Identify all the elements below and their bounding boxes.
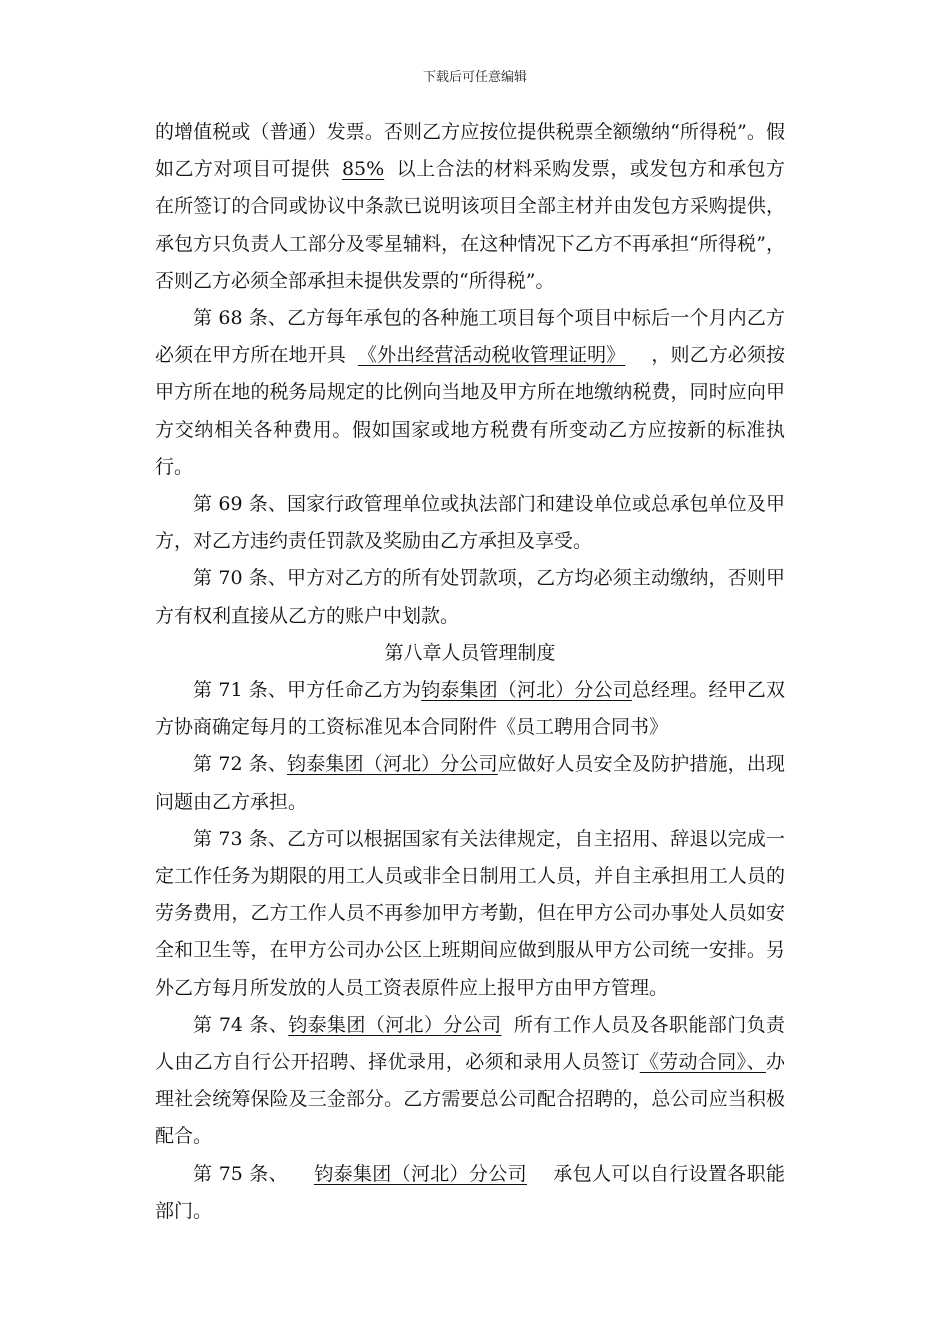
article-71 — [155, 672, 785, 746]
company-name: 钧泰集团（河北）分公司 — [287, 753, 498, 776]
company-name: 钧泰集团（河北）分公司 — [421, 679, 632, 702]
paragraph-tax-invoice — [155, 114, 785, 300]
certificate-name: 《外出经营活动税收管理证明》 — [357, 344, 626, 367]
article-text: 第 72 条、 — [193, 753, 288, 776]
article-text: 第 74 条、 — [193, 1013, 289, 1036]
page-header: 下载后可任意编辑 — [422, 70, 527, 85]
article-text: 所有工作人员及各职能部门负责人由乙方自行公开招聘、择优录用，必须和录用人员签订 — [155, 1013, 785, 1074]
article-75 — [155, 1156, 785, 1230]
article-text: 第 75 条、 — [193, 1162, 288, 1185]
company-name: 钧泰集团（河北）分公司 — [313, 1162, 527, 1185]
article-73: 第 73 条、乙方可以根据国家有关法律规定，自主招用、辞退以完成一定工作任务为期限的用工人员或非全日制用工人员，并自主承担用工人员的劳务费用，乙方工作人员不再参加甲方考勤，但在甲方公司办事处人员如安全和卫生等，在甲方公司办公区上班期间应做到服从甲方公司统一安排。另外乙方每月所发放的人员工资表原件应上报甲方由甲方管理。 — [155, 827, 785, 999]
paragraph-text: 的增值税或（普通）发票。否则乙方应按位提供税票全额缴纳“所得税”。假如乙方对项目可提供 — [155, 121, 785, 181]
article-72 — [155, 746, 785, 820]
article-74 — [155, 1007, 785, 1156]
contract-name: 《劳动合同》、 — [639, 1051, 766, 1074]
article-68 — [155, 300, 785, 486]
article-text: 第 68 条、乙方每年承包的各种施工项目每个项目中标后一个月内乙方必须在甲方所在地开具 — [155, 307, 785, 367]
article-text: 办理社会统筹保险及三金部分。乙方需要总公司配合招聘的，总公司应当积极配合。 — [155, 1051, 785, 1148]
percentage-value: 85% — [341, 158, 385, 181]
document-body — [155, 114, 785, 1230]
article-text: 第 71 条、甲方任命乙方为 — [193, 679, 422, 702]
article-69: 第 69 条、国家行政管理单位或执法部门和建设单位或总承包单位及甲方，对乙方违约责任罚款及奖励由乙方承担及享受。 — [155, 493, 785, 553]
company-name: 钧泰集团（河北）分公司 — [288, 1013, 502, 1036]
article-text: 应做好人员安全及防护措施，出现问题由乙方承担。 — [155, 753, 785, 813]
article-text: 总经理。经甲乙双方协商确定每月的工资标准见本合同附件《员工聘用合同书》 — [155, 679, 785, 739]
article-text: 承包人可以自行设置各职能部门。 — [155, 1162, 785, 1222]
paragraph-text: 以上合法的材料采购发票，或发包方和承包方在所签订的合同或协议中条款已说明该项目全部主材并由发包方采购提供，承包方只负责人工部分及零星辅料，在这种情况下乙方不再承担“所得税”，否则乙方必须全部承担未提供发票的“所得税”。 — [155, 158, 785, 292]
chapter-title: 第八章人员管理制度 — [384, 641, 556, 664]
article-text: ，则乙方必须按甲方所在地的税务局规定的比例向当地及甲方所在地缴纳税费，同时应向甲方交纳相关各种费用。假如国家或地方税费有所变动乙方应按新的标准执行。 — [155, 344, 785, 478]
article-70: 第 70 条、甲方对乙方的所有处罚款项，乙方均必须主动缴纳，否则甲方有权利直接从乙方的账户中划款。 — [155, 567, 785, 627]
